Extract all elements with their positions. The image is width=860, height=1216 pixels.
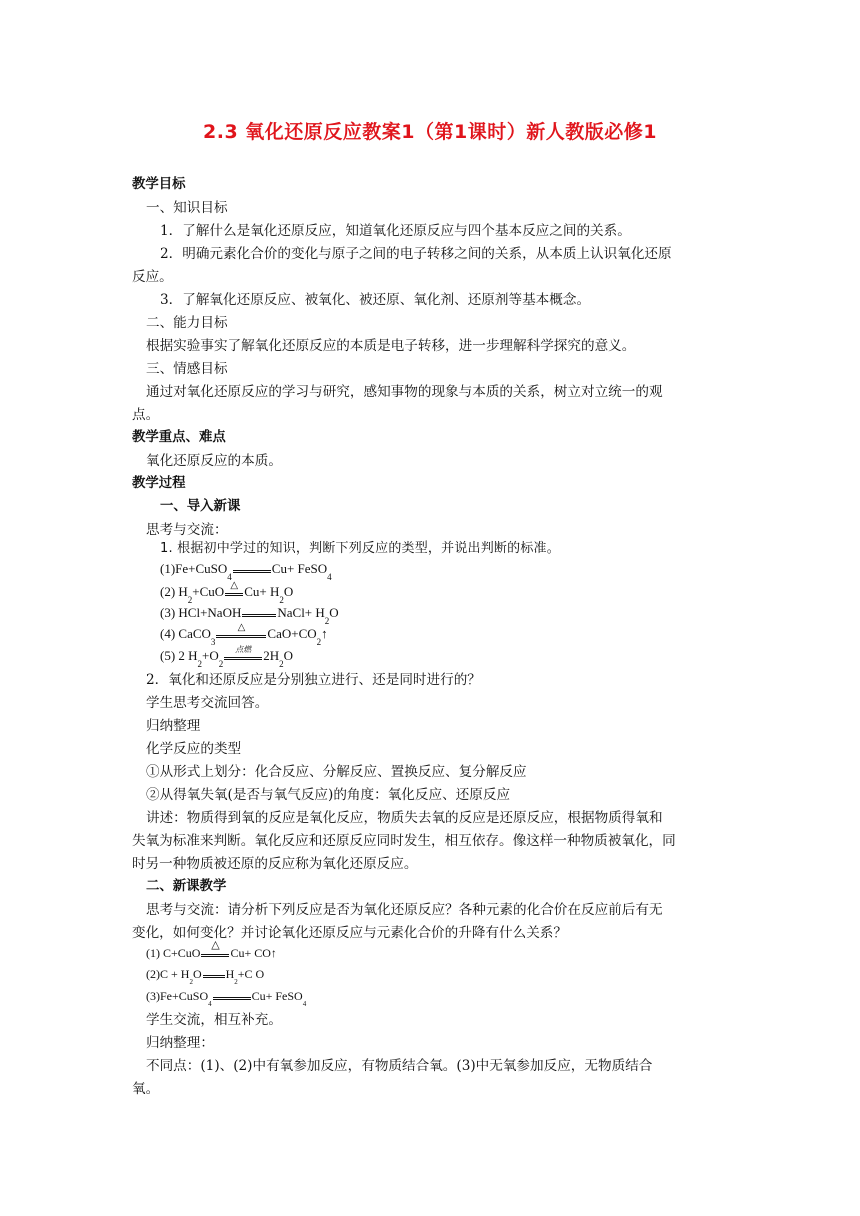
paragraph: 思考与交流：请分析下列反应是否为氧化还原反应？各种元素的化合价在反应前后有无 bbox=[146, 902, 663, 918]
paragraph: 反应。 bbox=[132, 269, 173, 285]
section-heading: 教学目标 bbox=[132, 177, 186, 192]
equation-text: CaO+CO bbox=[267, 626, 317, 641]
equation-text: NaCl+ H bbox=[277, 605, 325, 620]
equation-4: (4) CaCO 3 △ CaO+CO 2 ↑ bbox=[160, 622, 328, 647]
equation-text: 2H bbox=[263, 648, 280, 663]
equation-text: (4) CaCO bbox=[160, 626, 211, 641]
equals-sign bbox=[242, 605, 276, 621]
question: 1. 根据初中学过的知识，判断下列反应的类型，并说出判断的标准。 bbox=[160, 541, 560, 556]
paragraph: 氧。 bbox=[132, 1081, 160, 1097]
paragraph: ②从得氧失氧(是否与氧气反应)的角度：氧化反应、还原反应 bbox=[146, 787, 511, 803]
subheading: 二、新课教学 bbox=[146, 879, 227, 894]
arrow bbox=[203, 966, 225, 982]
equation-text: (1) C+CuO bbox=[146, 946, 201, 960]
paragraph: 1．了解什么是氧化还原反应，知道氧化还原反应与四个基本反应之间的关系。 bbox=[160, 223, 631, 239]
equation-text: (1)Fe+CuSO bbox=[160, 561, 228, 576]
equation-text: +C O bbox=[237, 967, 265, 981]
document-title: 2.3 氧化还原反应教案1（第1课时）新人教版必修1 bbox=[203, 121, 657, 143]
paragraph: 3．了解氧化还原反应、被氧化、被还原、氧化剂、还原剂等基本概念。 bbox=[160, 292, 591, 308]
equation-text: O bbox=[283, 584, 294, 599]
section-heading: 教学重点、难点 bbox=[132, 430, 226, 445]
paragraph: 变化，如何变化？并讨论氧化还原反应与元素化合价的升降有什么关系？ bbox=[132, 925, 567, 941]
equation-2: (2) H 2 +CuO △ Cu+ H 2 O bbox=[160, 580, 294, 605]
equation-6 bbox=[146, 938, 277, 961]
equation-text: ↑ bbox=[321, 626, 328, 641]
equation-text: Cu+ H bbox=[244, 584, 280, 599]
equation-text: H bbox=[225, 967, 235, 981]
subheading: 一、知识目标 bbox=[146, 200, 228, 216]
condition-label: △ bbox=[237, 622, 246, 633]
paragraph: 通过对氧化还原反应的学习与研究，感知事物的现象与本质的关系，树立对立统一的观 bbox=[146, 384, 663, 400]
equation-8: (3)Fe+CuSO 4 Cu+ FeSO 4 bbox=[146, 989, 307, 1008]
paragraph: 归纳整理： bbox=[146, 1035, 214, 1051]
equation-1: (1)Fe+CuSO 4 Cu+ FeSO 4 bbox=[160, 561, 332, 582]
paragraph: 2．明确元素化合价的变化与原子之间的电子转移之间的关系，从本质上认识氧化还原 bbox=[160, 246, 672, 262]
condition-label: △ bbox=[230, 580, 239, 591]
paragraph: 思考与交流： bbox=[146, 522, 228, 538]
equation-text: O bbox=[329, 605, 339, 620]
equation-text: (3)Fe+CuSO bbox=[146, 989, 209, 1003]
paragraph: 失氧为标准来判断。氧化反应和还原反应同时发生，相互依存。像这样一种物质被氧化，同 bbox=[132, 833, 676, 849]
paragraph: 点。 bbox=[132, 407, 160, 423]
equation-text: O bbox=[283, 648, 294, 663]
equation-text: (3) HCl+NaOH bbox=[160, 605, 242, 620]
equation-text: (2) H bbox=[160, 584, 188, 599]
condition-label: △ bbox=[211, 938, 220, 951]
paragraph: 2．氧化和还原反应是分别独立进行、还是同时进行的？ bbox=[146, 672, 481, 688]
subheading: 一、导入新课 bbox=[160, 499, 241, 514]
paragraph: 氧化还原反应的本质。 bbox=[146, 453, 282, 469]
paragraph: 归纳整理 bbox=[146, 718, 201, 734]
equation-text: (2)C + H bbox=[146, 967, 190, 981]
paragraph: 讲述：物质得到氧的反应是氧化反应，物质失去氧的反应是还原反应，根据物质得氧和 bbox=[146, 810, 663, 826]
equation-text: +O bbox=[202, 648, 219, 663]
paragraph: 化学反应的类型 bbox=[146, 741, 242, 757]
condition-label: 点燃 bbox=[235, 645, 252, 654]
equation-text: Cu+ FeSO bbox=[251, 989, 303, 1003]
equation-text: O bbox=[192, 967, 202, 981]
equation-text: Cu+ CO↑ bbox=[230, 946, 277, 960]
subheading: 三、情感目标 bbox=[146, 361, 228, 377]
heat-arrow bbox=[201, 938, 229, 961]
section-heading: 教学过程 bbox=[132, 476, 186, 491]
equation-5: (5) 2 H 2 +O 2 点燃 2H 2 O bbox=[160, 645, 294, 669]
equals-sign bbox=[233, 561, 271, 577]
paragraph: ①从形式上划分：化合反应、分解反应、置换反应、复分解反应 bbox=[146, 764, 527, 780]
ignition-arrow bbox=[224, 645, 262, 664]
arrow bbox=[213, 988, 251, 1004]
equation-text: +CuO bbox=[192, 584, 225, 599]
heat-arrow bbox=[216, 622, 266, 642]
equation-text: (5) 2 H bbox=[160, 648, 198, 663]
equation-7: (2)C + H 2 O H 2 +C O bbox=[146, 967, 265, 986]
subheading: 二、能力目标 bbox=[146, 315, 228, 331]
paragraph: 根据实验事实了解氧化还原反应的本质是电子转移，进一步理解科学探究的意义。 bbox=[146, 338, 636, 354]
paragraph: 不同点：(1)、(2)中有氧参加反应，有物质结合氧。(3)中无氧参加反应，无物质结合 bbox=[146, 1058, 653, 1074]
equation-3: (3) HCl+NaOH NaCl+ H 2 O bbox=[160, 605, 339, 626]
paragraph: 学生思考交流回答。 bbox=[146, 695, 269, 711]
paragraph: 学生交流，相互补充。 bbox=[146, 1012, 282, 1028]
heat-arrow bbox=[225, 580, 243, 600]
equation-text: Cu+ FeSO bbox=[271, 561, 328, 576]
paragraph: 时另一种物质被还原的反应称为氧化还原反应。 bbox=[132, 856, 418, 872]
